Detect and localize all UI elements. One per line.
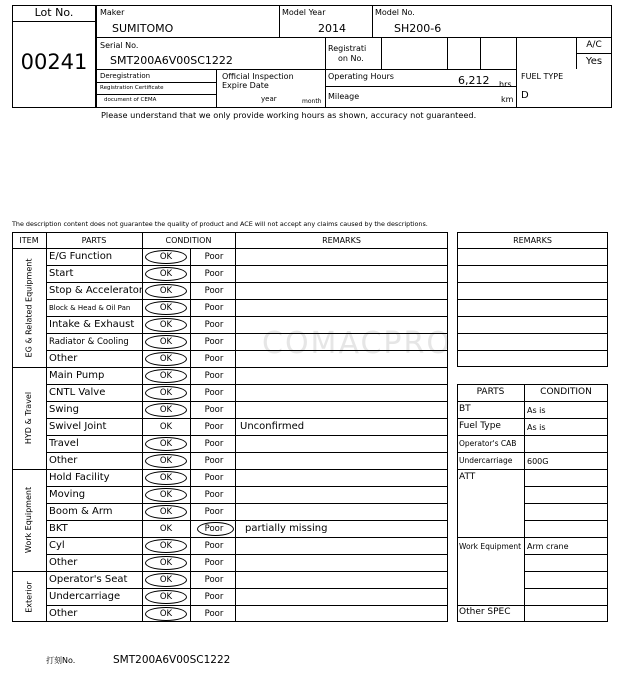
ok-circle-mark: [145, 607, 187, 621]
ok-option: OK: [159, 269, 173, 279]
poor-option: Poor: [204, 405, 224, 415]
col-parts-header: PARTS: [81, 236, 107, 245]
part-label: BKT: [49, 523, 68, 534]
fuel-type-value: D: [521, 90, 529, 101]
part-label: Cyl: [49, 540, 65, 551]
part-label: Radiator & Cooling: [49, 337, 129, 347]
deregistration-label: Deregistration: [100, 72, 151, 80]
remark-text: Unconfirmed: [240, 421, 305, 432]
ok-circle-mark: [145, 369, 187, 383]
model-no-label: Model No.: [375, 8, 415, 17]
registration-label-2: on No.: [338, 54, 364, 63]
part-label: Other: [49, 608, 78, 619]
ok-option: OK: [159, 473, 173, 483]
ok-option: OK: [159, 490, 173, 500]
part-label: CNTL Valve: [49, 387, 106, 398]
document-cema-label: document of CEMA: [104, 97, 157, 103]
ok-option: OK: [159, 371, 173, 381]
rp-undercarriage: Undercarriage: [459, 456, 513, 465]
poor-option: Poor: [204, 320, 224, 330]
serial-value: SMT200A6V00SC1222: [110, 54, 233, 67]
ok-circle-mark: [145, 437, 187, 451]
ok-option: OK: [159, 303, 173, 313]
ok-circle-mark: [145, 573, 187, 587]
ok-option: OK: [159, 337, 173, 347]
ok-circle-mark: [145, 318, 187, 332]
ac-value: Yes: [585, 56, 603, 67]
part-label: E/G Function: [49, 251, 113, 262]
poor-option: Poor: [204, 490, 224, 500]
ok-circle-mark: [145, 301, 187, 315]
operating-hours-value: 6,212: [458, 74, 490, 87]
part-label: Boom & Arm: [49, 506, 113, 517]
group-label: Exterior: [24, 580, 33, 613]
rp-undercarriage-condition: 600G: [527, 457, 549, 466]
registration-certificate-label: Registration Certificate: [100, 85, 164, 91]
maker-value: SUMITOMO: [112, 22, 174, 35]
part-label: Start: [49, 268, 74, 279]
ok-option: OK: [159, 592, 173, 602]
model-year-value: 2014: [318, 22, 346, 35]
ok-circle-mark: [145, 488, 187, 502]
rp-work-equipment-condition: Arm crane: [527, 542, 569, 551]
description-notice: The description content does not guarantee the quality of product and ACE will not accept any claims caused by the descriptions.: [12, 220, 428, 228]
ok-option: OK: [159, 609, 173, 619]
poor-option: Poor: [204, 456, 224, 466]
month-label: month: [302, 98, 322, 105]
ok-circle-mark: [145, 403, 187, 417]
model-no-value: SH200-6: [394, 22, 442, 35]
rp-other-spec: Other SPEC: [459, 607, 511, 617]
poor-option: Poor: [204, 422, 224, 432]
col-remarks-header: REMARKS: [322, 236, 361, 245]
hrs-unit: hrs: [499, 80, 512, 89]
group-label: EG & Related Equipment: [24, 258, 33, 357]
ok-option: OK: [159, 252, 173, 262]
ok-circle-mark: [145, 386, 187, 400]
group-label: Work Equipment: [24, 486, 33, 554]
poor-option: Poor: [204, 592, 224, 602]
part-label: Other: [49, 455, 78, 466]
poor-option: Poor: [204, 507, 224, 517]
operating-hours-label: Operating Hours: [328, 72, 394, 81]
poor-option: Poor: [204, 439, 224, 449]
lot-label: Lot No.: [34, 6, 74, 19]
right-parts-header: PARTS: [476, 387, 505, 397]
part-label: Travel: [49, 438, 79, 449]
ok-option: OK: [159, 456, 173, 466]
rp-att: ATT: [459, 472, 476, 482]
poor-option: Poor: [204, 337, 224, 347]
lot-number: 00241: [20, 50, 88, 74]
ok-option: OK: [159, 439, 173, 449]
registration-label-1: Registrati: [328, 44, 367, 53]
ok-option: OK: [159, 354, 173, 364]
poor-option: Poor: [204, 303, 224, 313]
rp-bt-condition: As is: [527, 406, 546, 415]
poor-option: Poor: [204, 388, 224, 398]
fuel-type-label: FUEL TYPE: [521, 72, 564, 81]
rp-fuel-type-condition: As is: [527, 423, 546, 432]
part-label: Operator's Seat: [49, 574, 128, 585]
ok-option: OK: [159, 422, 173, 432]
ok-circle-mark: [145, 250, 187, 264]
poor-option: Poor: [204, 286, 224, 296]
poor-option: Poor: [204, 371, 224, 381]
ok-option: OK: [159, 524, 173, 534]
km-unit: km: [501, 95, 514, 104]
rp-work-equipment: Work Equipment: [459, 542, 522, 551]
group-label: HYD & Travel: [24, 391, 33, 445]
part-label: Block & Head & Oil Pan: [49, 304, 131, 312]
part-label: Swing: [49, 404, 79, 415]
ok-circle-mark: [145, 284, 187, 298]
ac-label: A/C: [586, 40, 602, 50]
poor-option: Poor: [204, 473, 224, 483]
right-condition-header: CONDITION: [540, 387, 592, 397]
maker-label: Maker: [100, 8, 125, 17]
poor-option: Poor: [204, 354, 224, 364]
ok-option: OK: [159, 558, 173, 568]
poor-circle-mark: [197, 522, 234, 536]
ok-circle-mark: [145, 590, 187, 604]
rp-bt: BT: [459, 404, 471, 414]
watermark: COMACPRO: [262, 326, 452, 361]
part-label: Moving: [49, 489, 86, 500]
rp-fuel-type: Fuel Type: [459, 421, 501, 431]
ok-option: OK: [159, 541, 173, 551]
poor-option: Poor: [204, 609, 224, 619]
rp-operators-cab: Operator's CAB: [459, 439, 517, 448]
ok-circle-mark: [145, 352, 187, 366]
part-label: Swivel Joint: [49, 421, 107, 432]
poor-option: Poor: [204, 524, 224, 534]
year-label: year: [261, 95, 277, 103]
remark-text: partially missing: [245, 523, 328, 534]
serial-label: Serial No.: [100, 41, 139, 50]
stamp-no-value: SMT200A6V00SC1222: [113, 654, 231, 666]
part-label: Intake & Exhaust: [49, 319, 135, 330]
poor-option: Poor: [204, 558, 224, 568]
col-condition-header: CONDITION: [165, 236, 212, 245]
official-inspection-label: Official Inspection: [222, 72, 294, 81]
ok-circle-mark: [145, 539, 187, 553]
ok-circle-mark: [145, 335, 187, 349]
ok-circle-mark: [145, 556, 187, 570]
part-label: Undercarriage: [49, 591, 121, 602]
ok-circle-mark: [145, 471, 187, 485]
ok-option: OK: [159, 320, 173, 330]
ok-option: OK: [159, 388, 173, 398]
ok-option: OK: [159, 575, 173, 585]
col-item-header: ITEM: [19, 236, 39, 245]
ok-option: OK: [159, 507, 173, 517]
part-label: Stop & Accelerator: [49, 285, 144, 296]
ok-option: OK: [159, 286, 173, 296]
poor-option: Poor: [204, 541, 224, 551]
part-label: Hold Facility: [49, 472, 110, 483]
ok-option: OK: [159, 405, 173, 415]
hours-notice: Please understand that we only provide working hours as shown, accuracy not guaranteed.: [101, 110, 477, 120]
mileage-label: Mileage: [328, 92, 360, 101]
part-label: Other: [49, 353, 78, 364]
poor-option: Poor: [204, 575, 224, 585]
ok-circle-mark: [145, 267, 187, 281]
part-label: Other: [49, 557, 78, 568]
stamp-no-label: 打刻No.: [46, 656, 76, 665]
ok-circle-mark: [145, 505, 187, 519]
poor-option: Poor: [204, 252, 224, 262]
right-remarks-header: REMARKS: [513, 236, 552, 245]
poor-option: Poor: [204, 269, 224, 279]
ok-circle-mark: [145, 454, 187, 468]
expire-date-label: Expire Date: [222, 81, 269, 90]
part-label: Main Pump: [49, 370, 105, 381]
model-year-label: Model Year: [282, 8, 326, 17]
